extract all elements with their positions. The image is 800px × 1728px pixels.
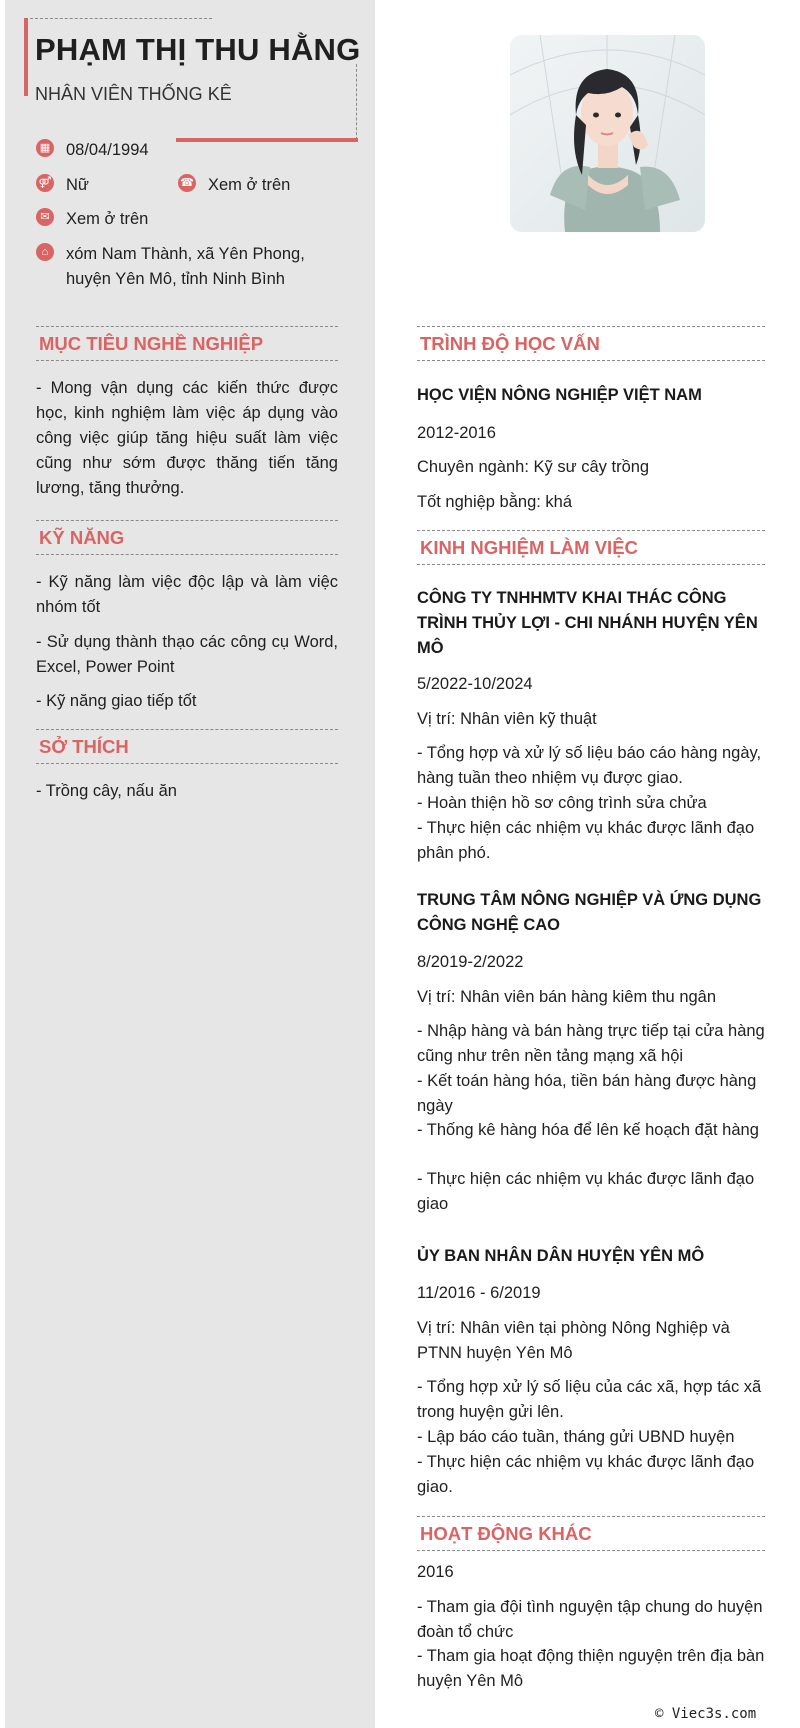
- header-dashed-frame: [176, 64, 357, 140]
- phone-value: Xem ở trên: [208, 176, 291, 194]
- job-period: 5/2022-10/2024: [417, 675, 533, 693]
- job-duty: - Lập báo cáo tuần, tháng gửi UBND huyện: [417, 1428, 735, 1446]
- header-accent-bar: [24, 18, 28, 96]
- job-org: CÔNG TY TNHHMTV KHAI THÁC CÔNG TRÌNH THỦY LỢI - CHI NHÁNH HUYỆN YÊN MÔ: [417, 589, 758, 657]
- phone-icon: ☎: [178, 174, 196, 192]
- address-line-1: xóm Nam Thành, xã Yên Phong,: [66, 245, 305, 263]
- activity-item: - Tham gia hoạt động thiện nguyện trên địa bàn huyện Yên Mô: [417, 1647, 765, 1690]
- skill-item: - Kỹ năng làm việc độc lập và làm việc nhóm tốt: [36, 573, 338, 616]
- job-position: Vị trí: Nhân viên tại phòng Nông Nghiệp và PTNN huyện Yên Mô: [417, 1319, 730, 1362]
- education-years: 2012-2016: [417, 424, 496, 442]
- objective-heading: MỤC TIÊU NGHỀ NGHIỆP: [36, 326, 338, 361]
- job-title: NHÂN VIÊN THỐNG KÊ: [35, 84, 232, 104]
- hobbies-heading: SỞ THÍCH: [36, 729, 338, 764]
- footer-credit: © Viec3s.com: [655, 1706, 757, 1722]
- email-value: Xem ở trên: [66, 210, 149, 228]
- activities-heading: HOẠT ĐỘNG KHÁC: [417, 1516, 765, 1551]
- header-dashed-line-top: [30, 18, 212, 19]
- calendar-icon: ▦: [36, 139, 54, 157]
- job-duty: - Thực hiện các nhiệm vụ khác được lãnh đạo phân phó.: [417, 819, 755, 862]
- skill-item: - Sử dụng thành thạo các công cụ Word, Excel, Power Point: [36, 633, 338, 676]
- gender-icon: ⚤: [36, 174, 54, 192]
- objective-text: - Mong vận dụng các kiến thức được học, kinh nghiệm làm việc áp dụng vào công việc giúp tăng hiệu suất làm việc cũng như sớm được thăng tiến tăng lương, tăng thưởng.: [36, 379, 338, 497]
- address-line-2: huyện Yên Mô, tỉnh Ninh Bình: [66, 270, 285, 288]
- activities-year: 2016: [417, 1563, 454, 1581]
- mail-icon: ✉: [36, 208, 54, 226]
- education-grade: Tốt nghiệp bằng: khá: [417, 493, 573, 511]
- education-heading: TRÌNH ĐỘ HỌC VẤN: [417, 326, 765, 361]
- job-duty: - Hoàn thiện hồ sơ công trình sửa chửa: [417, 794, 707, 812]
- job-position: Vị trí: Nhân viên bán hàng kiêm thu ngân: [417, 988, 717, 1006]
- gender-value: Nữ: [66, 176, 89, 194]
- education-school: HỌC VIỆN NÔNG NGHIỆP VIỆT NAM: [417, 386, 702, 404]
- birthday-value: 08/04/1994: [66, 141, 149, 159]
- skills-heading: KỸ NĂNG: [36, 520, 338, 555]
- job-org: TRUNG TÂM NÔNG NGHIỆP VÀ ỨNG DỤNG CÔNG NGHỆ CAO: [417, 891, 762, 934]
- education-major: Chuyên ngành: Kỹ sư cây trồng: [417, 458, 650, 476]
- header-accent-line: [176, 138, 358, 142]
- job-duty: - Tổng hợp xử lý số liệu của các xã, hợp tác xã trong huyện gửi lên.: [417, 1378, 762, 1421]
- experience-heading: KINH NGHIỆM LÀM VIỆC: [417, 530, 765, 565]
- job-duty: - Thống kê hàng hóa để lên kế hoạch đặt hàng: [417, 1121, 759, 1139]
- job-period: 8/2019-2/2022: [417, 953, 524, 971]
- home-icon: ⌂: [36, 243, 54, 261]
- job-org: ỦY BAN NHÂN DÂN HUYỆN YÊN MÔ: [417, 1247, 705, 1265]
- avatar-photo: [510, 35, 705, 232]
- candidate-name: PHẠM THỊ THU HẰNG: [35, 32, 361, 67]
- job-duty: - Thực hiện các nhiệm vụ khác được lãnh đạo giao: [417, 1170, 755, 1213]
- avatar-illustration: [510, 35, 705, 232]
- job-duty: - Thực hiện các nhiệm vụ khác được lãnh đạo giao.: [417, 1453, 755, 1496]
- hobby-item: - Trồng cây, nấu ăn: [36, 782, 177, 800]
- job-duty: - Tổng hợp và xử lý số liệu báo cáo hàng ngày, hàng tuần theo nhiệm vụ được giao.: [417, 744, 762, 787]
- job-position: Vị trí: Nhân viên kỹ thuật: [417, 710, 597, 728]
- job-duty: - Nhập hàng và bán hàng trực tiếp tại cửa hàng cũng như trên nền tảng mạng xã hội: [417, 1022, 765, 1065]
- job-duty: - Kết toán hàng hóa, tiền bán hàng được hàng ngày: [417, 1072, 757, 1115]
- skill-item: - Kỹ năng giao tiếp tốt: [36, 692, 197, 710]
- job-period: 11/2016 - 6/2019: [417, 1284, 541, 1302]
- activity-item: - Tham gia đội tình nguyện tập chung do huyện đoàn tổ chức: [417, 1598, 763, 1641]
